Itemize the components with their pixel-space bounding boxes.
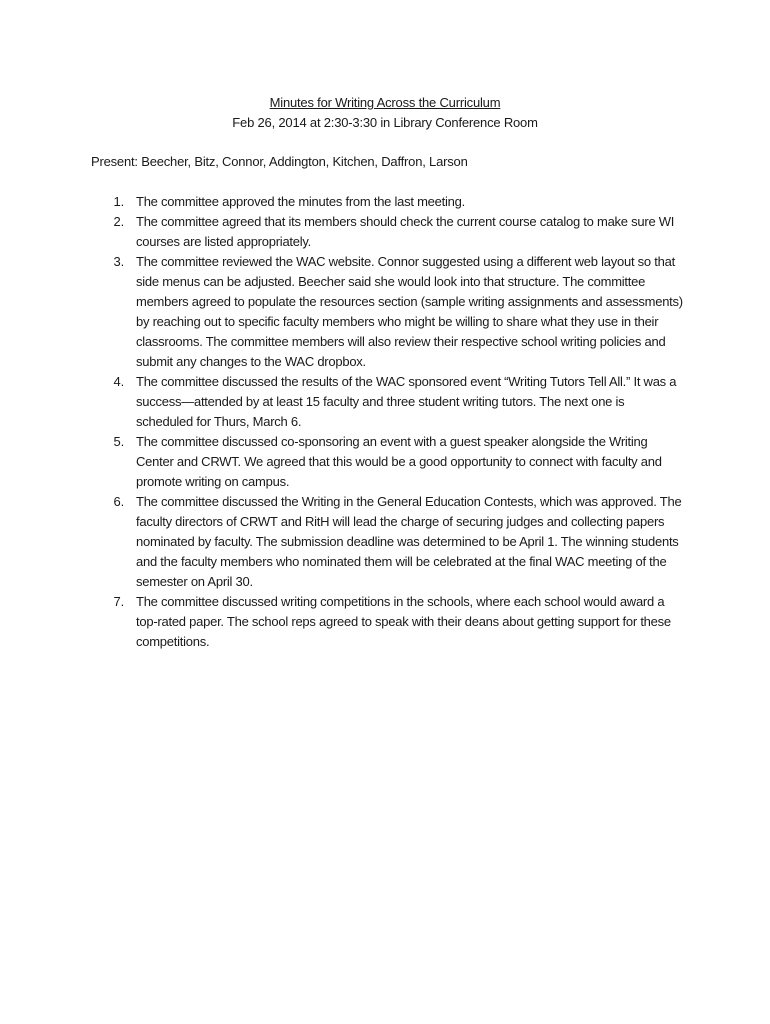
minutes-list: [0, 192, 770, 652]
item-text: The committee agreed that its members should check the current course catalog to make sure WI courses are listed appropriately.: [136, 214, 675, 249]
document-title: Minutes for Writing Across the Curriculum: [269, 95, 501, 110]
minutes-item: [0, 592, 770, 652]
item-number: 7.: [113, 594, 124, 609]
item-number: 6.: [113, 494, 124, 509]
item-number: 1.: [113, 194, 124, 209]
attendees-line: Present: Beecher, Bitz, Connor, Addington, Kitchen, Daffron, Larson: [91, 154, 468, 169]
document-header: [0, 93, 770, 133]
item-text: The committee discussed the Writing in the General Education Contests, which was approved. The faculty directors of CRWT and RitH will lead the charge of securing judges and collecting papers nominated by faculty. The submission deadline was determined to be April 1. The winning students and the faculty members who nominated them will be celebrated at the final WAC meeting of the semester on April 30.: [136, 494, 682, 589]
item-number: 4.: [113, 374, 124, 389]
item-text: The committee discussed writing competitions in the schools, where each school would award a top-rated paper. The school reps agreed to speak with their deans about getting support for these competitions.: [136, 594, 671, 649]
minutes-item: [0, 432, 770, 492]
item-number: 3.: [113, 254, 124, 269]
item-number: 5.: [113, 434, 124, 449]
item-text: The committee reviewed the WAC website. Connor suggested using a different web layout so that side menus can be adjusted. Beecher said she would look into that structure. The committee members agreed to populate the resources section (sample writing assignments and assessments) by reaching out to specific faculty members who might be willing to share what they use in their classrooms. The committee members will also review their respective school writing policies and submit any changes to the WAC dropbox.: [136, 254, 683, 369]
minutes-item: [0, 192, 770, 212]
item-text: The committee discussed the results of the WAC sponsored event “Writing Tutors Tell All.” It was a success—attended by at least 15 faculty and three student writing tutors. The next one is scheduled for Thurs, March 6.: [136, 374, 677, 429]
item-number: 2.: [113, 214, 124, 229]
minutes-item: [0, 212, 770, 252]
meeting-details: Feb 26, 2014 at 2:30-3:30 in Library Conference Room: [232, 115, 538, 130]
minutes-item: [0, 492, 770, 592]
minutes-item: [0, 252, 770, 372]
item-text: The committee discussed co-sponsoring an event with a guest speaker alongside the Writing Center and CRWT. We agreed that this would be a good opportunity to connect with faculty and promote writing on campus.: [136, 434, 662, 489]
minutes-item: [0, 372, 770, 432]
item-text: The committee approved the minutes from the last meeting.: [136, 194, 465, 209]
